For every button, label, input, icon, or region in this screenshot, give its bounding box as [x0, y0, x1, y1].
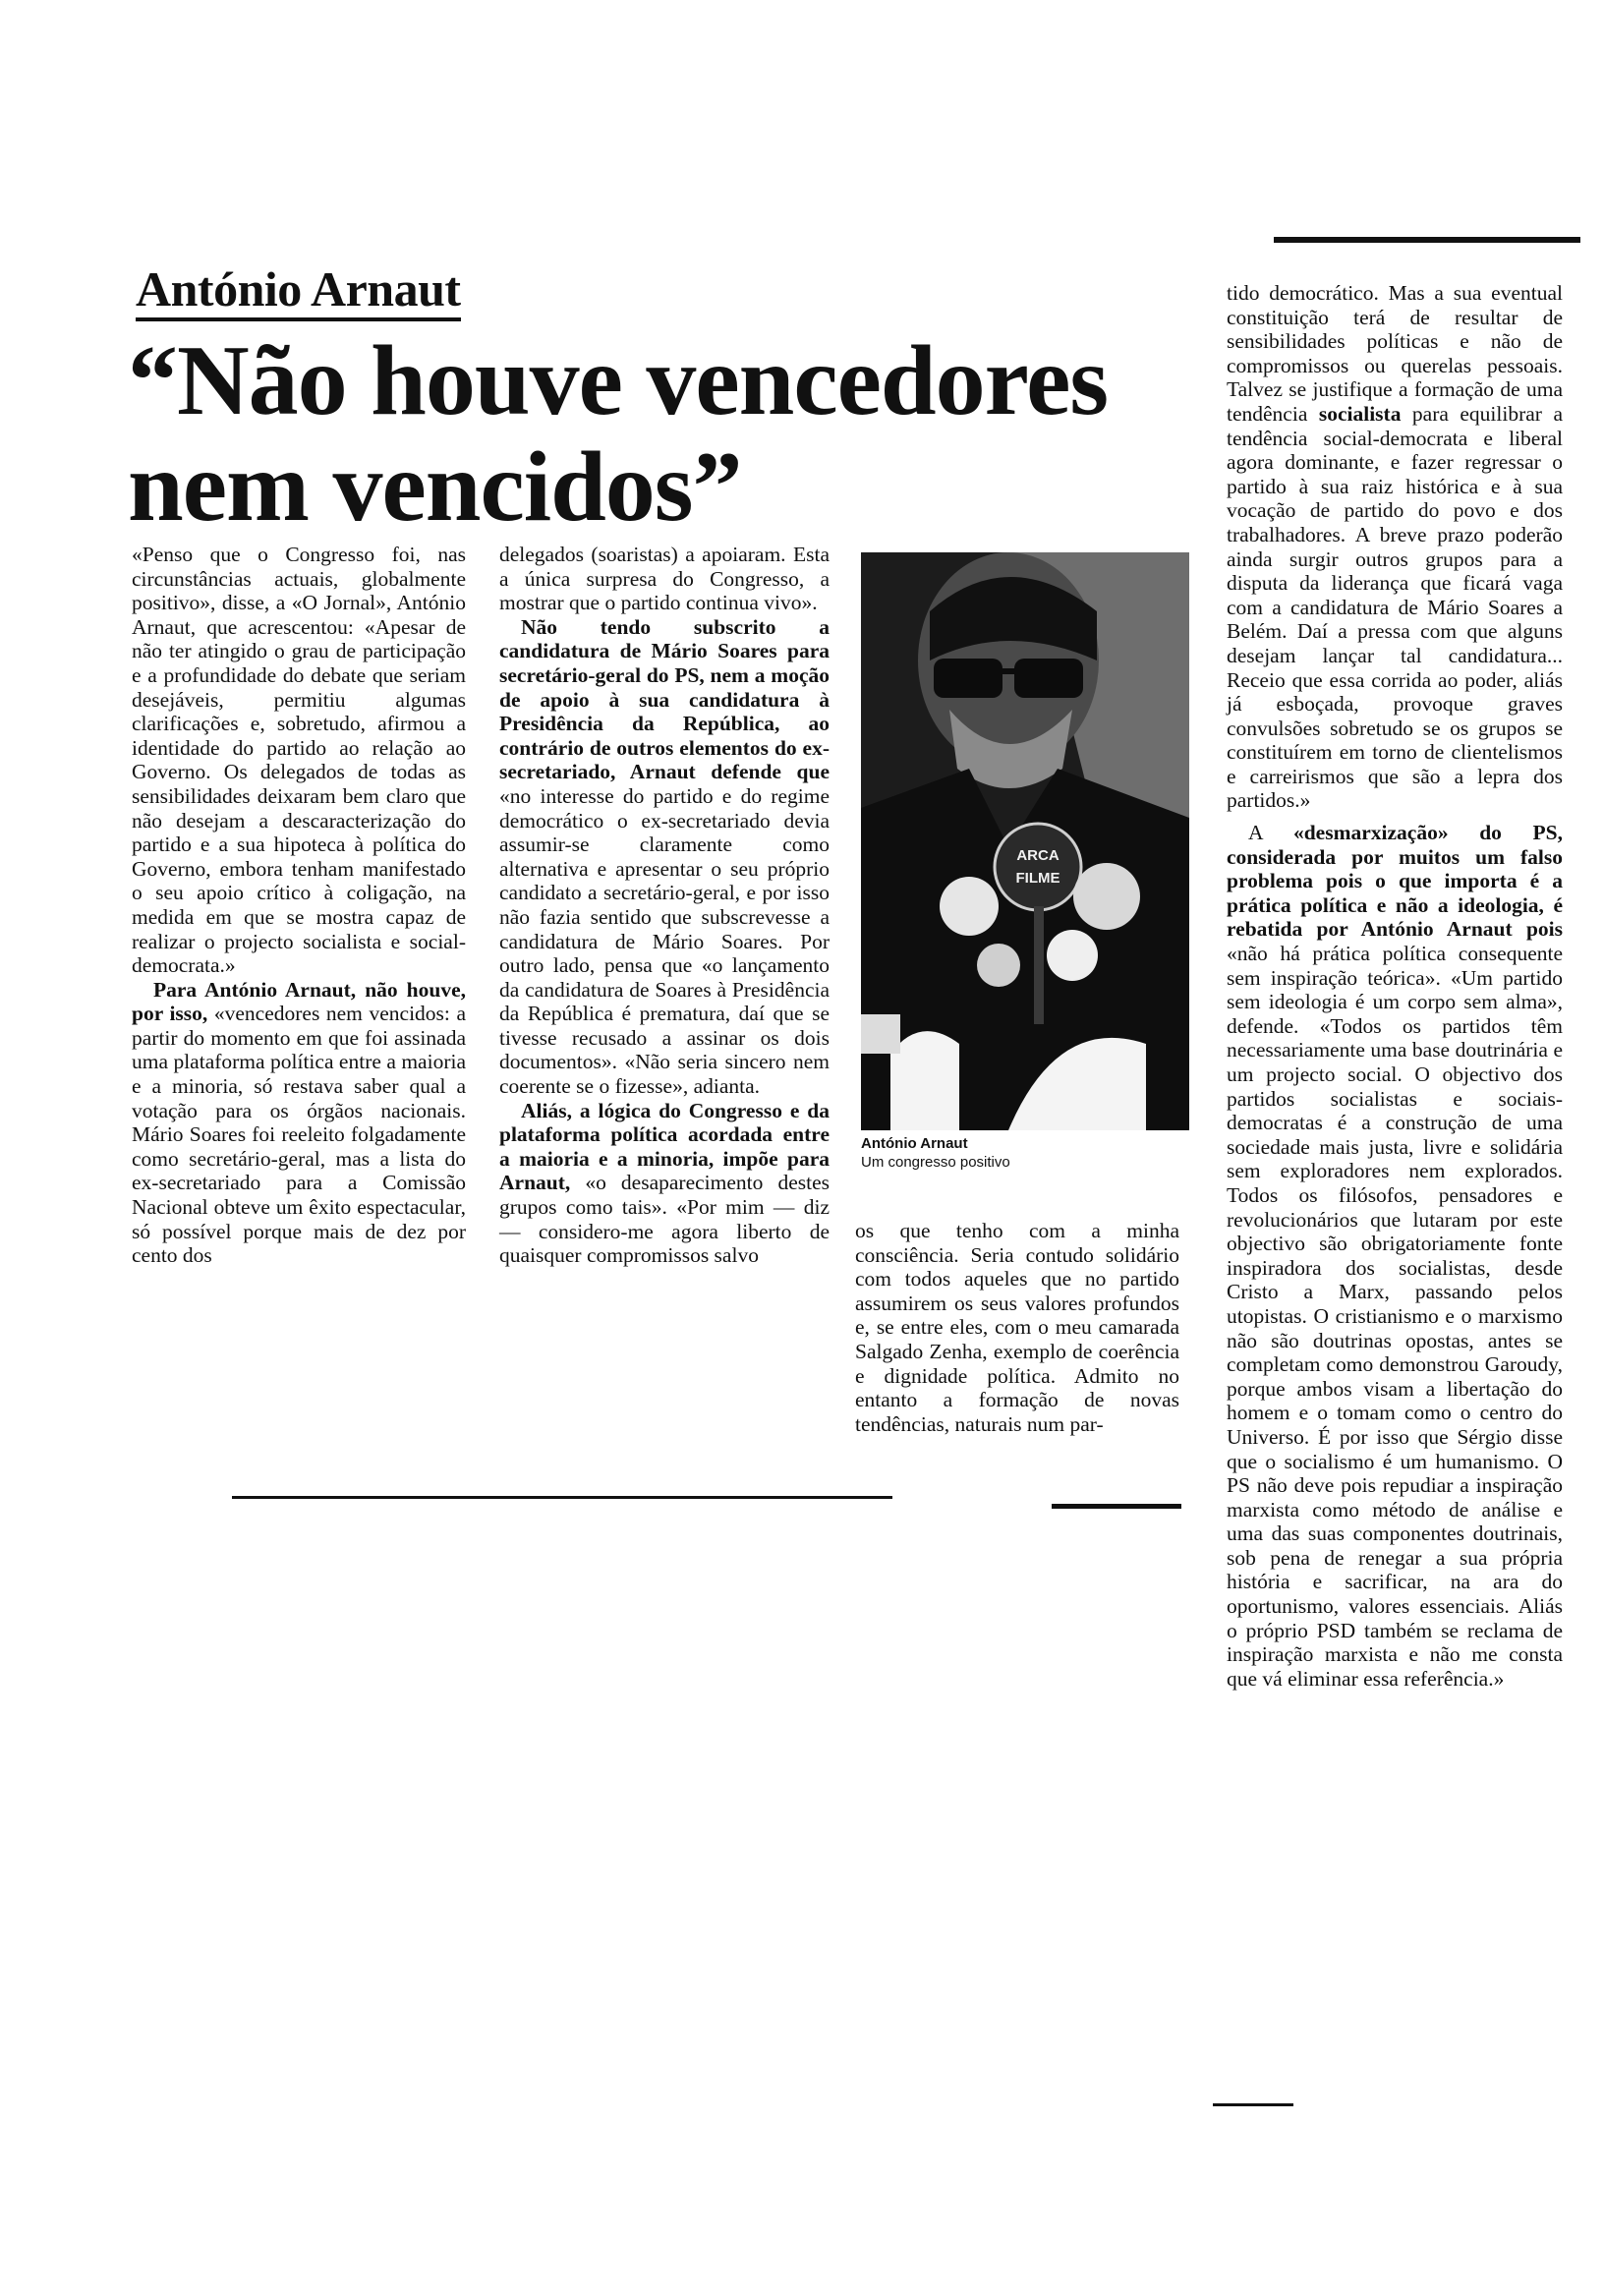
col1-paragraph-2-bold: Para António Arnaut, não houve, por isso, — [132, 977, 466, 1026]
article-column-1 — [132, 543, 466, 1268]
mic-label-2: FILME — [1015, 870, 1060, 887]
col2-paragraph-3 — [499, 1099, 830, 1268]
portrait-photo — [861, 552, 1189, 1130]
col4-paragraph-2 — [1227, 821, 1563, 1691]
bottom-rule-left — [232, 1496, 892, 1499]
col1-paragraph-2 — [132, 978, 466, 1268]
closing-rule — [1213, 2103, 1293, 2106]
col2-paragraph-1: delegados (soaristas) a apoiaram. Esta a única surpresa do Congresso, a mostrar que o partido continua vivo». — [499, 543, 830, 615]
headline-line-2: nem vencidos” — [128, 431, 742, 543]
photo-caption-name: António Arnaut — [861, 1135, 968, 1152]
col2-paragraph-2-bold: Não tendo subscrito a candidatura de Mário Soares para secretário-geral do PS, nem a moção de apoio à sua candidatura à Presidência da República, ao contrário de outros elementos do ex-secretariado, Arnaut defende que — [499, 614, 830, 784]
col4-paragraph-2-bold: «desmarxização» do PS, considerada por muitos um falso problema pois o que importa é a prática política e não a ideologia, é rebatida por António Arnaut pois — [1227, 821, 1563, 942]
col4-paragraph-2-text: «não há prática política consequente sem inspiração teórica». «Um partido sem ideologia é um corpo sem alma», defende. «Todos os partidos têm necessariamente uma base doutrinária e um projecto social. O objectivo dos partidos socialistas e sociais-democratas é a construção de uma sociedade mais justa, livre e solidária sem exploradores nem explorados. Todos os filósofos, pensadores e revolucionários que lutaram por este objectivo são obrigatoriamente fonte inspiradora dos socialistas, desde Cristo a Marx, passando pelos utopistas. O cristianismo e o marxismo não são doutrinas opostas, antes se completam como demonstrou Garoudy, porque ambos visam a libertação do homem e o tomam como o centro do Universo. É por isso que Sérgio disse que o socialismo é um humanismo. O PS não deve pois repudiar a inspiração marxista como método de análise e uma das suas componentes doutrinais, sob pena de renegar a sua própria história e sacrificar, na ara do oportunismo, valores essenciais. Aliás o próprio PSD também se reclama de inspiração marxista e não me consta que vá eliminar essa referência.» — [1227, 942, 1563, 1691]
photo-caption-text: Um congresso positivo — [861, 1154, 1010, 1171]
col4-paragraph-1-b: para equilibrar a tendência social-democrata e liberal agora dominante, e fazer regressar o partido à sua raiz histórica e à sua vocação de partido do povo e dos trabalhadores. A breve prazo poderão ainda surgir outros grupos para a disputa da liderança que ficará vaga com a candidatura de Mário Soares a Belém. Daí a pressa com que alguns desejam lançar tal candidatura... Receio que essa corrida ao poder, aliás já esboçada, provoque graves convulsões sobretudo se os grupos se constituírem em torno de clientelismos e carreirismos que são a lepra dos partidos.» — [1227, 401, 1563, 813]
portrait-photo-graphic — [861, 552, 1189, 1130]
col1-paragraph-2-text: «vencedores nem vencidos: a partir do momento em que foi assinada uma plataforma política entre a maioria e a minoria, só restava saber qual a votação para os órgãos nacionais. Mário Soares foi reeleito folgadamente como secretário-geral, mas a lista do ex-secretariado para a Comissão Nacional obteve um êxito espectacular, só possível porque mais de dez por cento dos — [132, 1002, 466, 1268]
col2-paragraph-2-text: «no interesse do partido e do regime democrático o ex-secretariado devia assumir-se claramente como alternativa e apresentar o seu próprio candidato a secretário-geral, e por isso não fazia sentido que subscrevesse a candidatura de Mário Soares. Por outro lado, pensa que «o lançamento da candidatura de Soares à Presidência da República é prematura, daí que se tivesse recusado a assinar os dois documentos». «Não seria sincero nem coerente se o fizesse», adianta. — [499, 783, 830, 1099]
article-column-3 — [855, 1219, 1179, 1436]
top-right-rule — [1274, 237, 1580, 243]
article-headline — [128, 325, 1189, 543]
headline-line-1: “Não houve vencedores — [128, 325, 1109, 436]
col4-paragraph-2-lead: A — [1248, 821, 1293, 845]
col4-paragraph-1 — [1227, 281, 1563, 813]
mic-label-1: ARCA — [1016, 847, 1060, 864]
article-kicker: António Arnaut — [136, 263, 461, 321]
col4-paragraph-1-bold: socialista — [1318, 401, 1402, 426]
col2-paragraph-3-bold: Aliás, a lógica do Congresso e da plataforma política acordada entre a maioria e a minoria, impõe para Arnaut, — [499, 1098, 830, 1195]
bottom-rule-right — [1052, 1504, 1181, 1509]
photo-caption — [861, 1134, 1189, 1172]
col2-paragraph-3-text: «o desaparecimento destes grupos como tais». «Por mim — diz — considero-me agora liberto de quaisquer compromissos salvo — [499, 1171, 830, 1268]
article-column-2 — [499, 543, 830, 1268]
col4-paragraph-1-a: tido democrático. Mas a sua eventual constituição terá de resultar de sensibilidades políticas e não de compromissos ou querelas pessoais. Talvez se justifique a formação de uma tendência — [1227, 281, 1563, 426]
col3-paragraph-1: os que tenho com a minha consciência. Seria contudo solidário com todos aqueles que no partido assumirem os seus valores profundos e, se entre eles, com o meu camarada Salgado Zenha, exemplo de coerência e dignidade política. Admito no entanto a formação de novas tendências, naturais num par- — [855, 1219, 1179, 1436]
article-column-4 — [1227, 281, 1563, 1691]
col1-paragraph-1: «Penso que o Congresso foi, nas circunstâncias actuais, globalmente positivo», disse, a «O Jornal», António Arnaut, que acrescentou: «Apesar de não ter atingido o grau de participação e a profundidade do debate que seriam desejáveis, permitiu algumas clarificações e, sobretudo, afirmou a identidade do partido ao relação ao Governo. Os delegados de todas as sensibilidades deixaram bem claro que não desejam a descaracterização do partido e a sua hipoteca à política do Governo, embora tenham manifestado o seu apoio crítico à coligação, na medida em que se mostra capaz de realizar o projecto socialista e social-democrata.» — [132, 543, 466, 978]
col2-paragraph-2 — [499, 615, 830, 1099]
